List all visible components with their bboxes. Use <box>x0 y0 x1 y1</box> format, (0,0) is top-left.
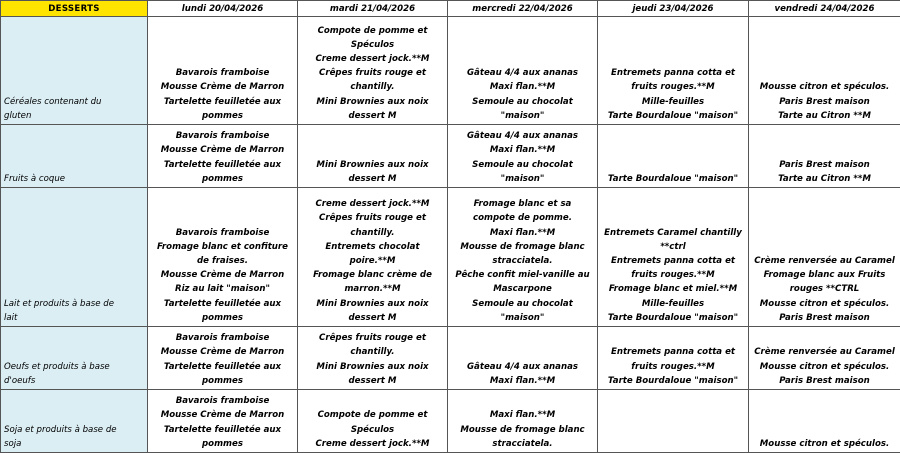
dessert-cell-wednesday <box>448 327 598 390</box>
dessert-line: Gâteau 4/4 aux ananas <box>450 360 595 374</box>
dessert-line: Entremets panna cotta et <box>600 66 746 80</box>
allergen-category-line: lait <box>4 311 145 325</box>
dessert-line: rouges **CTRL <box>751 282 898 296</box>
dessert-line: Mini Brownies aux noix <box>300 360 445 374</box>
dessert-cell-thursday <box>598 125 749 188</box>
dessert-line: Compote de pomme et <box>300 24 445 38</box>
dessert-line: Mini Brownies aux noix <box>300 95 445 109</box>
dessert-line: Compote de pomme et <box>300 408 445 422</box>
dessert-cell-thursday <box>598 188 749 327</box>
dessert-line: Mousse Crème de Marron <box>150 408 295 422</box>
dessert-line: Tarte Bourdaloue "maison" <box>600 172 746 186</box>
dessert-line: Maxi flan.**M <box>450 143 595 157</box>
dessert-line: compote de pomme. <box>450 211 595 225</box>
dessert-cell-thursday <box>598 17 749 125</box>
dessert-line: Tarte au Citron **M <box>751 109 898 123</box>
dessert-line: Tarte Bourdaloue "maison" <box>600 374 746 388</box>
dessert-cell-friday <box>749 188 900 327</box>
allergen-category-line: Fruits à coque <box>4 172 145 186</box>
dessert-cell-friday <box>749 17 900 125</box>
dessert-line: Fromage blanc et confiture <box>150 240 295 254</box>
dessert-line: Entremets panna cotta et <box>600 254 746 268</box>
dessert-line: poire.**M <box>300 254 445 268</box>
dessert-line: Spéculos <box>300 38 445 52</box>
desserts-header: DESSERTS <box>1 1 148 17</box>
dessert-line: Crème renversée au Caramel <box>751 254 898 268</box>
header-row <box>1 1 900 17</box>
dessert-cell-monday <box>148 125 298 188</box>
dessert-line: dessert M <box>300 172 445 186</box>
dessert-line: Tarte Bourdaloue "maison" <box>600 311 746 325</box>
dessert-line: Mascarpone <box>450 282 595 296</box>
dessert-line: Bavarois framboise <box>150 129 295 143</box>
dessert-line: pommes <box>150 311 295 325</box>
dessert-line: Riz au lait "maison" <box>150 282 295 296</box>
dessert-line: Entremets panna cotta et <box>600 345 746 359</box>
dessert-line: Maxi flan.**M <box>450 226 595 240</box>
dessert-line: Bavarois framboise <box>150 66 295 80</box>
dessert-line: Semoule au chocolat <box>450 158 595 172</box>
dessert-cell-thursday <box>598 390 749 453</box>
dessert-line: fruits rouges.**M <box>600 80 746 94</box>
dessert-line: Mille-feuilles <box>600 95 746 109</box>
dessert-line: Spéculos <box>300 423 445 437</box>
dessert-line: Gâteau 4/4 aux ananas <box>450 66 595 80</box>
dessert-cell-friday <box>749 327 900 390</box>
dessert-line: Fromage blanc et sa <box>450 197 595 211</box>
dessert-line: Mousse citron et spéculos. <box>751 437 898 451</box>
dessert-line: stracciatela. <box>450 437 595 451</box>
day-header-monday: lundi 20/04/2026 <box>148 1 298 17</box>
dessert-line: Tartelette feuilletée aux <box>150 95 295 109</box>
dessert-line: Entremets Caramel chantilly <box>600 226 746 240</box>
dessert-line: pommes <box>150 374 295 388</box>
dessert-cell-monday <box>148 327 298 390</box>
allergen-category-line: Lait et produits à base de <box>4 297 145 311</box>
dessert-line: **ctrl <box>600 240 746 254</box>
dessert-line: Tartelette feuilletée aux <box>150 360 295 374</box>
dessert-cell-friday <box>749 125 900 188</box>
dessert-line: Tarte au Citron **M <box>751 172 898 186</box>
allergen-category-line: Soja et produits à base de <box>4 423 145 437</box>
allergen-category <box>1 390 148 453</box>
dessert-line: "maison" <box>450 311 595 325</box>
table-row <box>1 327 900 390</box>
dessert-line: pommes <box>150 109 295 123</box>
dessert-line: Bavarois framboise <box>150 331 295 345</box>
dessert-line: dessert M <box>300 374 445 388</box>
dessert-line: Mousse de fromage blanc <box>450 240 595 254</box>
day-header-thursday: jeudi 23/04/2026 <box>598 1 749 17</box>
dessert-line: Creme dessert jock.**M <box>300 437 445 451</box>
dessert-line: Mousse citron et spéculos. <box>751 80 898 94</box>
dessert-line: chantilly. <box>300 226 445 240</box>
dessert-cell-wednesday <box>448 125 598 188</box>
dessert-line: Fromage blanc aux Fruits <box>751 268 898 282</box>
dessert-line: Mousse citron et spéculos. <box>751 297 898 311</box>
dessert-line: dessert M <box>300 311 445 325</box>
dessert-line: Mini Brownies aux noix <box>300 297 445 311</box>
allergen-category-line: Oeufs et produits à base <box>4 360 145 374</box>
dessert-line: Entremets chocolat <box>300 240 445 254</box>
dessert-line: Mousse Crème de Marron <box>150 345 295 359</box>
dessert-line: Mousse Crème de Marron <box>150 143 295 157</box>
dessert-line: Creme dessert jock.**M <box>300 197 445 211</box>
dessert-line: marron.**M <box>300 282 445 296</box>
allergen-category <box>1 327 148 390</box>
dessert-line: Paris Brest maison <box>751 311 898 325</box>
table-row <box>1 390 900 453</box>
dessert-line: dessert M <box>300 109 445 123</box>
dessert-cell-tuesday <box>298 327 448 390</box>
allergen-category-line: soja <box>4 437 145 451</box>
dessert-line: stracciatela. <box>450 254 595 268</box>
dessert-line: pommes <box>150 172 295 186</box>
dessert-cell-monday <box>148 390 298 453</box>
dessert-cell-tuesday <box>298 188 448 327</box>
dessert-cell-tuesday <box>298 390 448 453</box>
dessert-line: Creme dessert jock.**M <box>300 52 445 66</box>
dessert-line: Fromage blanc et miel.**M <box>600 282 746 296</box>
dessert-line: Paris Brest maison <box>751 95 898 109</box>
dessert-line: Mousse citron et spéculos. <box>751 360 898 374</box>
dessert-line: Tarte Bourdaloue "maison" <box>600 109 746 123</box>
dessert-line: chantilly. <box>300 345 445 359</box>
dessert-line: Mousse Crème de Marron <box>150 80 295 94</box>
dessert-line: Paris Brest maison <box>751 158 898 172</box>
dessert-cell-monday <box>148 17 298 125</box>
dessert-line: fruits rouges.**M <box>600 360 746 374</box>
dessert-line: Mini Brownies aux noix <box>300 158 445 172</box>
dessert-line: Mille-feuilles <box>600 297 746 311</box>
dessert-line: Semoule au chocolat <box>450 95 595 109</box>
dessert-cell-tuesday <box>298 17 448 125</box>
allergen-category-line: d'oeufs <box>4 374 145 388</box>
allergen-category-line: gluten <box>4 109 145 123</box>
dessert-line: Tartelette feuilletée aux <box>150 423 295 437</box>
dessert-line: Paris Brest maison <box>751 374 898 388</box>
dessert-line: Fromage blanc crème de <box>300 268 445 282</box>
day-header-friday: vendredi 24/04/2026 <box>749 1 900 17</box>
table-row <box>1 17 900 125</box>
dessert-line: Semoule au chocolat <box>450 297 595 311</box>
table-row <box>1 125 900 188</box>
day-header-wednesday: mercredi 22/04/2026 <box>448 1 598 17</box>
day-header-tuesday: mardi 21/04/2026 <box>298 1 448 17</box>
dessert-cell-thursday <box>598 327 749 390</box>
dessert-cell-tuesday <box>298 125 448 188</box>
dessert-line: "maison" <box>450 172 595 186</box>
dessert-line: de fraises. <box>150 254 295 268</box>
dessert-line: Pêche confit miel-vanille au <box>450 268 595 282</box>
dessert-line: fruits rouges.**M <box>600 268 746 282</box>
dessert-line: Crème renversée au Caramel <box>751 345 898 359</box>
dessert-line: Maxi flan.**M <box>450 374 595 388</box>
dessert-line: Mousse Crème de Marron <box>150 268 295 282</box>
dessert-line: Bavarois framboise <box>150 226 295 240</box>
dessert-cell-wednesday <box>448 17 598 125</box>
table-row <box>1 188 900 327</box>
dessert-line: Crêpes fruits rouge et <box>300 211 445 225</box>
dessert-cell-wednesday <box>448 188 598 327</box>
dessert-cell-wednesday <box>448 390 598 453</box>
allergen-category-line: Céréales contenant du <box>4 95 145 109</box>
table-body <box>1 17 900 453</box>
dessert-line: Tartelette feuilletée aux <box>150 297 295 311</box>
dessert-line: pommes <box>150 437 295 451</box>
dessert-line: chantilly. <box>300 80 445 94</box>
allergen-category <box>1 17 148 125</box>
allergen-category <box>1 188 148 327</box>
dessert-cell-friday <box>749 390 900 453</box>
dessert-line: Bavarois framboise <box>150 394 295 408</box>
dessert-line: Tartelette feuilletée aux <box>150 158 295 172</box>
dessert-line: Maxi flan.**M <box>450 80 595 94</box>
dessert-line: Crêpes fruits rouge et <box>300 331 445 345</box>
dessert-line: Mousse de fromage blanc <box>450 423 595 437</box>
dessert-line: Crêpes fruits rouge et <box>300 66 445 80</box>
dessert-line: Gâteau 4/4 aux ananas <box>450 129 595 143</box>
allergen-category <box>1 125 148 188</box>
dessert-line: "maison" <box>450 109 595 123</box>
dessert-line: Maxi flan.**M <box>450 408 595 422</box>
dessert-cell-monday <box>148 188 298 327</box>
